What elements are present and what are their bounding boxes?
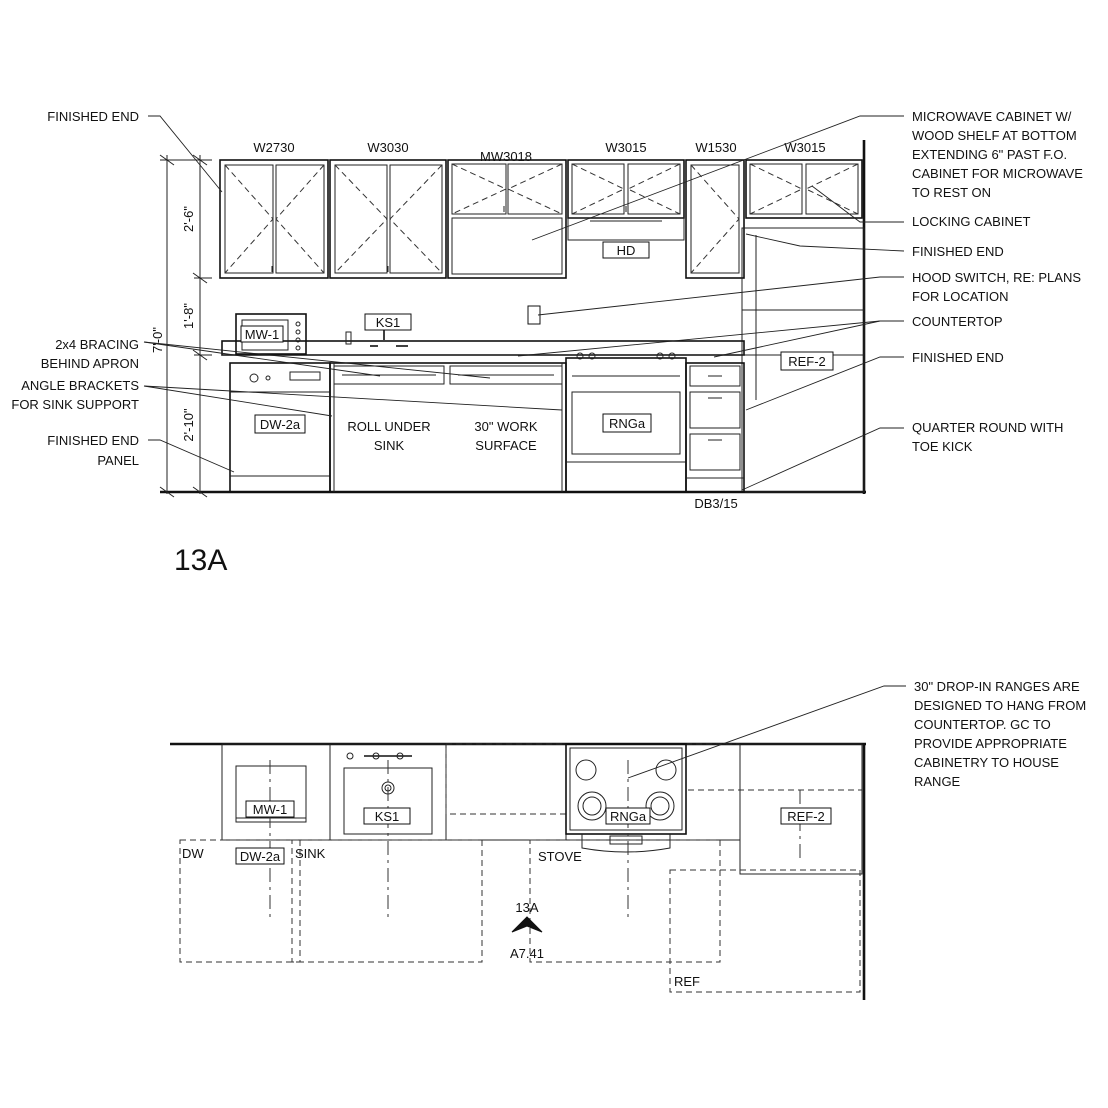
dim-upper: 2'-6" [181,206,196,232]
work-surface-label-2: SURFACE [475,438,537,453]
plan-note-6: RANGE [914,774,961,789]
dimension-lines [150,155,212,497]
note-bracing-2: BEHIND APRON [40,356,139,371]
section-marker-top: 13A [515,900,539,915]
cab-w3015-b: W3015 [784,140,826,155]
note-panel-2: PANEL [97,453,139,468]
cab-w3015-a: W3015 [605,140,647,155]
plan-label-sink: SINK [295,846,326,861]
note-finished-end-right: FINISHED END [912,244,1004,259]
plan-note-2: DESIGNED TO HANG FROM [914,698,1087,713]
plan-tag-ks1: KS1 [374,809,400,824]
tag-hd: HD [616,243,636,258]
plan-tag-mw1: MW-1 [252,802,288,817]
tag-rnga: RNGa [608,416,646,431]
plan-label-stove: STOVE [538,849,582,864]
note-brackets-2: FOR SINK SUPPORT [11,397,139,412]
upper-cabinets [220,160,862,278]
dim-lower: 2'-10" [181,408,196,442]
note-microwave-1: MICROWAVE CABINET W/ [912,109,1072,124]
note-microwave-4: CABINET FOR MICROWAVE [912,166,1083,181]
note-microwave-3: EXTENDING 6" PAST F.O. [912,147,1068,162]
plan-tag-ref2: REF-2 [787,809,825,824]
note-hood-2: FOR LOCATION [912,289,1009,304]
right-notes [912,109,1083,454]
plan-note-1: 30" DROP-IN RANGES ARE [914,679,1080,694]
tag-ks1: KS1 [375,315,401,330]
roll-under-label: ROLL UNDER [347,419,431,434]
tag-ref2: REF-2 [788,354,826,369]
note-quarter-1: QUARTER ROUND WITH [912,420,1064,435]
plan-note-3: COUNTERTOP. GC TO [914,717,1051,732]
section-marker-bottom: A7.41 [510,946,544,961]
plan-tag-dw2a: DW-2a [239,849,281,864]
tag-dw2a: DW-2a [259,417,301,432]
work-surface-label: 30" WORK [474,419,538,434]
note-panel-1: FINISHED END [47,433,139,448]
section-arrow-icon [512,917,542,932]
plan-tag-rnga: RNGa [609,809,647,824]
plan-note [628,679,1086,789]
note-countertop: COUNTERTOP [912,314,1003,329]
roll-under-label-2: SINK [373,438,405,453]
elevation-view [11,109,1083,577]
dim-overall: 7'-0" [150,327,165,353]
note-finished-end-right-2: FINISHED END [912,350,1004,365]
note-microwave-5: TO REST ON [912,185,991,200]
plan-note-4: PROVIDE APPROPRIATE [914,736,1067,751]
note-brackets-1: ANGLE BRACKETS [21,378,139,393]
dim-middle: 1'-8" [181,303,196,329]
cab-w1530: W1530 [695,140,737,155]
note-microwave-2: WOOD SHELF AT BOTTOM [912,128,1077,143]
plan-label-ref: REF [674,974,700,989]
note-bracing-1: 2x4 BRACING [55,337,139,352]
plan-note-5: CABINETRY TO HOUSE [914,755,1059,770]
left-notes [11,109,139,468]
cab-w3030: W3030 [367,140,409,155]
plan-label-dw: DW [182,846,204,861]
elevation-title: 13A [174,544,228,577]
note-quarter-2: TOE KICK [912,439,973,454]
note-hood-1: HOOD SWITCH, RE: PLANS [912,270,1082,285]
cab-w2730: W2730 [253,140,295,155]
cab-mw3018: MW3018 [479,149,533,164]
note-locking: LOCKING CABINET [912,214,1031,229]
note-finished-end: FINISHED END [47,109,139,124]
tag-mw1: MW-1 [244,327,280,342]
plan-view [170,679,1086,1000]
db-reference: DB3/15 [694,496,738,511]
